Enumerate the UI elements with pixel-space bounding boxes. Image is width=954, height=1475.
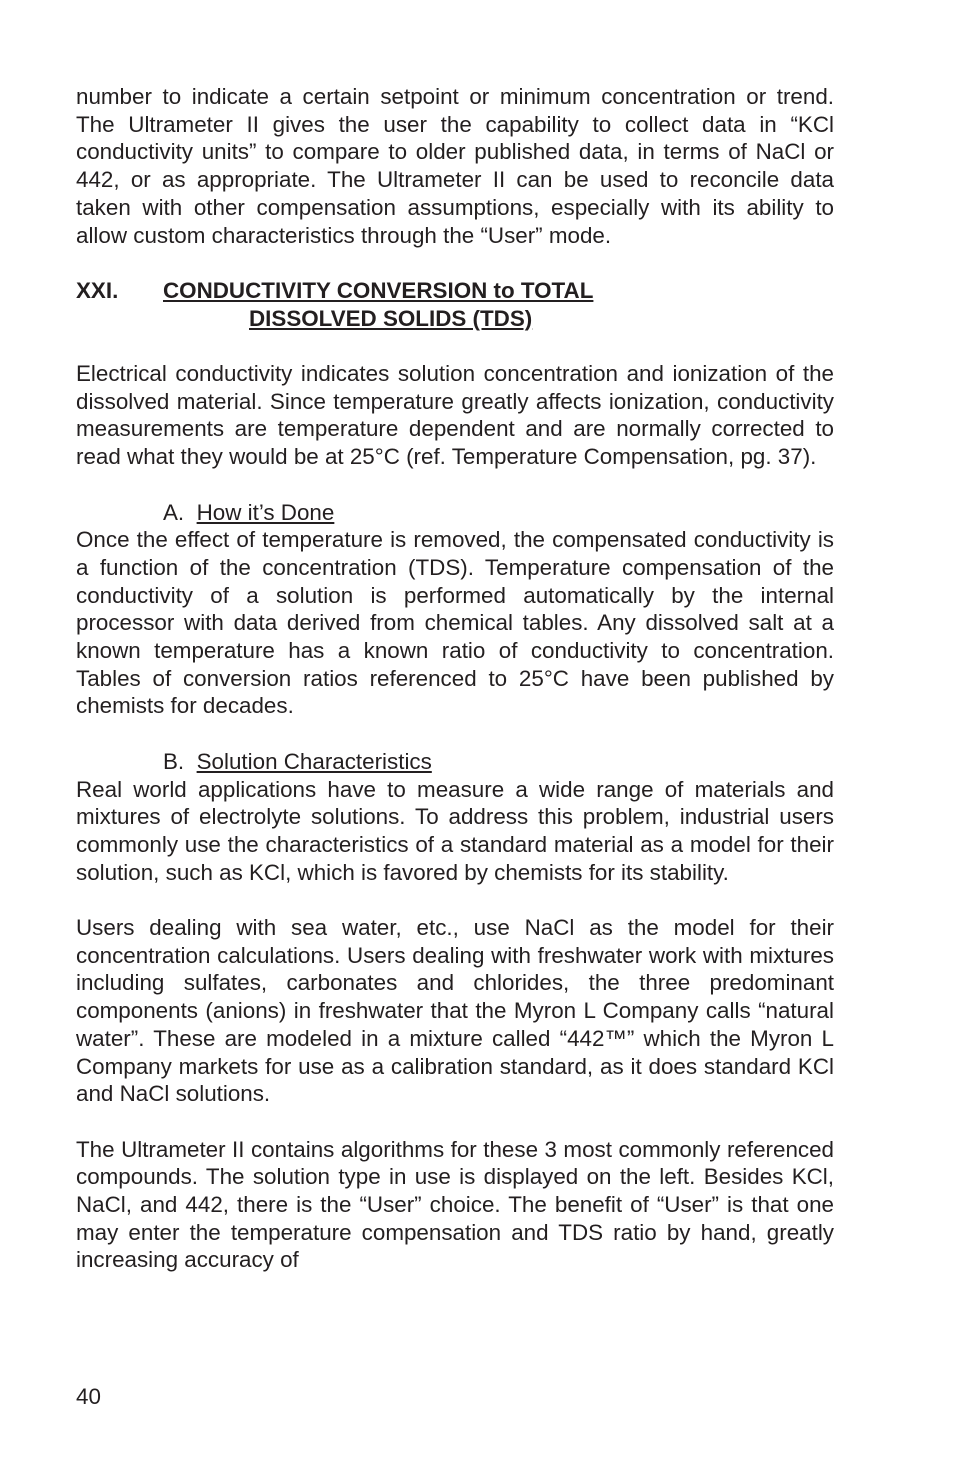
section-title-line2: DISSOLVED SOLIDS (TDS) xyxy=(249,305,533,331)
subsection-a-title: How it’s Done xyxy=(196,499,335,525)
subsection-a-heading xyxy=(76,499,834,527)
electrical-paragraph: Electrical conductivity indicates solution concentration and ionization of the dissolved material. Since temperature greatly affects ionization, conductivity measurements are temperature dependent and are normally corrected to read what they would be at 25°C (ref. Temperature Compensation, pg. 37). xyxy=(76,361,834,470)
page-number: 40 xyxy=(76,1384,101,1409)
solution-characteristics-paragraph: Real world applications have to measure a wide range of materials and mixtures of electrolyte solutions. To address this problem, industrial users commonly use the characteristics of a standard material as a model for their solution, such as KCl, which is favored by chemists for its stability. xyxy=(76,776,834,885)
spacer xyxy=(76,332,834,360)
subsection-b-title: Solution Characteristics xyxy=(196,748,432,774)
spacer xyxy=(76,720,834,748)
subsection-b-letter: B. xyxy=(163,748,185,774)
spacer xyxy=(76,1108,834,1136)
spacer xyxy=(76,471,834,499)
spacer xyxy=(76,886,834,914)
subsection-a-letter: A. xyxy=(163,499,185,525)
intro-paragraph: number to indicate a certain setpoint or minimum concentration or trend. The Ultrameter II gives the user the capability to collect data in “KCl conductivity units” to compare to older published data, in terms of NaCl or 442, or as appropriate. The Ultrameter II can be used to reconcile data taken with other compensation assumptions, especially with its ability to allow custom characteristics through the “User” mode. xyxy=(76,84,834,248)
section-heading-line1 xyxy=(76,277,834,305)
how-done-paragraph: Once the effect of temperature is removed, the compensated conductivity is a function of the concentration (TDS). Temperature compensation of the conductivity of a solution is performed automatically by the internal processor with data derived from chemical tables. Any dissolved salt at a known temperature has a known ratio of conductivity to concentration. Tables of conversion ratios referenced to 25°C have been published by chemists for decades. xyxy=(76,527,834,719)
section-title-line1: CONDUCTIVITY CONVERSION to TOTAL xyxy=(163,277,594,303)
section-heading xyxy=(76,277,834,332)
page-content xyxy=(76,83,834,1274)
sea-water-paragraph: Users dealing with sea water, etc., use NaCl as the model for their concentration calculations. Users dealing with freshwater work with mixtures including sulfates, carbonates and chlorides, the three predominant components (anions) in freshwater that the Myron L Company calls “natural water”. These are modeled in a mixture called “442™” which the Myron L Company markets for use as a calibration standard, as it does standard KCl and NaCl solutions. xyxy=(76,915,834,1107)
section-heading-line2 xyxy=(76,305,834,333)
algorithms-paragraph: The Ultrameter II contains algorithms for these 3 most commonly referenced compounds. The solution type in use is displayed on the left. Besides KCl, NaCl, and 442, there is the “User” choice. The benefit of “User” is that one may enter the temperature compensation and TDS ratio by hand, greatly increasing accuracy of xyxy=(76,1136,834,1273)
subsection-b-heading xyxy=(76,748,834,776)
spacer xyxy=(76,249,834,277)
section-number: XXI. xyxy=(76,277,119,303)
